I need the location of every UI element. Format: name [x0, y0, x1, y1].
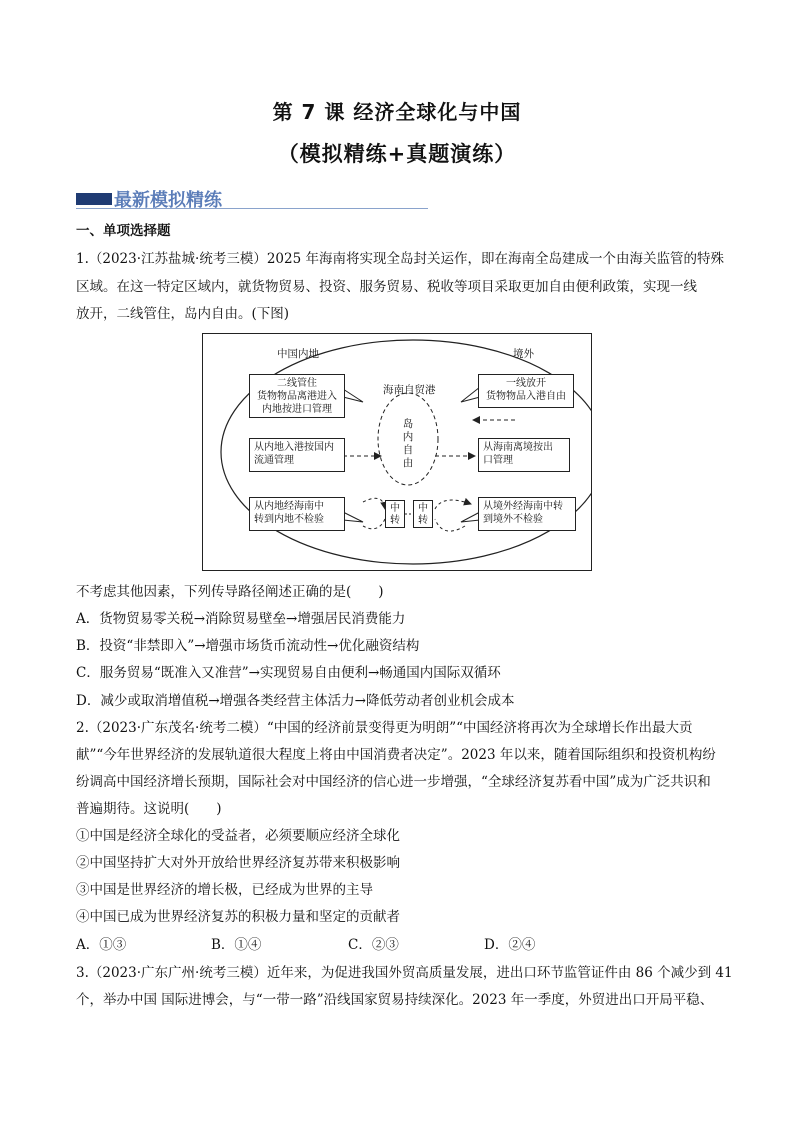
- hainan-trade-diagram: [202, 333, 592, 571]
- box-exit-overseas: 从海南离境按出 口管理: [478, 438, 570, 472]
- q2-item-1: ①中国是经济全球化的受益者，必须要顺应经济全球化: [76, 828, 400, 844]
- box-enter-from-mainland: 从内地入港按国内 流通管理: [249, 438, 345, 472]
- q2-line-1: 2.（2023·广东茂名·统考二模）“中国的经济前景变得更为明朗”“中国经济将再次为全球增长作出最大贡: [76, 720, 693, 736]
- q1-option-b: B．投资“非禁即入”→增强市场货币流动性→优化融资结构: [76, 638, 420, 654]
- q1-line-1: 1.（2023·江苏盐城·统考三模）2025 年海南将实现全岛封关运作，即在海南全岛建成一个由海关监管的特殊: [76, 251, 724, 267]
- q2-choice-a: A．①③: [76, 937, 127, 953]
- section-accent-bar: [76, 193, 112, 205]
- box-second-line: 二线管住 货物物品离港进入 内地按进口管理: [249, 374, 345, 418]
- transit-box-left: 中转: [385, 500, 405, 528]
- box-transit-overseas: 从境外经海南中转 到境外不检验: [478, 497, 576, 531]
- q3-line-2: 个，举办中国 国际进博会，与“一带一路”沿线国家贸易持续深化。2023 年一季度，外贸进出口开局平稳、: [76, 992, 714, 1008]
- section-underline: [76, 208, 428, 209]
- transit-box-right: 中转: [413, 500, 433, 528]
- q2-choice-d: D．②④: [484, 937, 536, 953]
- q3-line-1: 3.（2023·广东广州·统考三模）近年来，为促进我国外贸高质量发展，进出口环节监管证件由 86 个减少到 41: [76, 965, 733, 981]
- q1-option-c: C．服务贸易“既准入又准营”→实现贸易自由便利→畅通国内国际双循环: [76, 665, 501, 681]
- q2-line-3: 纷调高中国经济增长预期，国际社会对中国经济的信心进一步增强，“全球经济复苏看中国”成为广泛共识和: [76, 774, 711, 790]
- q1-line-2: 区域。在这一特定区域内，就货物贸易、投资、服务贸易、税收等项目采取更加自由便利政策，实现一线: [76, 279, 697, 295]
- label-hainan-ftp: 海南自贸港: [383, 384, 436, 396]
- label-overseas: 境外: [513, 348, 534, 360]
- page-title: 第 7 课 经济全球化与中国: [272, 100, 522, 124]
- q2-item-2: ②中国坚持扩大对外开放给世界经济复苏带来积极影响: [76, 855, 400, 871]
- label-mainland: 中国内地: [277, 348, 319, 360]
- q1-line-3: 放开，二线管住，岛内自由。(下图): [76, 306, 290, 322]
- q1-option-a: A．货物贸易零关税→消除贸易壁垒→增强居民消费能力: [76, 611, 406, 627]
- q2-item-4: ④中国已成为世界经济复苏的积极力量和坚定的贡献者: [76, 909, 400, 925]
- q1-option-d: D．减少或取消增值税→增强各类经营主体活力→降低劳动者创业机会成本: [76, 693, 515, 709]
- box-transit-mainland: 从内地经海南中 转到内地不检验: [249, 497, 345, 531]
- q2-item-3: ③中国是世界经济的增长极，已经成为世界的主导: [76, 882, 373, 898]
- box-first-line: 一线放开 货物物品入港自由: [478, 374, 574, 408]
- page-subtitle: （模拟精练+真题演练）: [277, 142, 517, 166]
- q2-choice-b: B．①④: [211, 937, 262, 953]
- label-island-free: 岛内自由: [402, 418, 414, 469]
- q2-line-4: 普遍期待。这说明( ): [76, 801, 222, 817]
- section-title: 最新模拟精练: [114, 190, 222, 211]
- section-header: [76, 186, 428, 212]
- part-heading: 一、单项选择题: [76, 223, 171, 239]
- q2-choice-c: C．②③: [348, 937, 399, 953]
- q2-line-2: 献”“今年世界经济的发展轨道很大程度上将由中国消费者决定”。2023 年以来，随着国际组织和投资机构纷: [76, 747, 716, 763]
- q1-stem: 不考虑其他因素，下列传导路径阐述正确的是( ): [76, 584, 384, 600]
